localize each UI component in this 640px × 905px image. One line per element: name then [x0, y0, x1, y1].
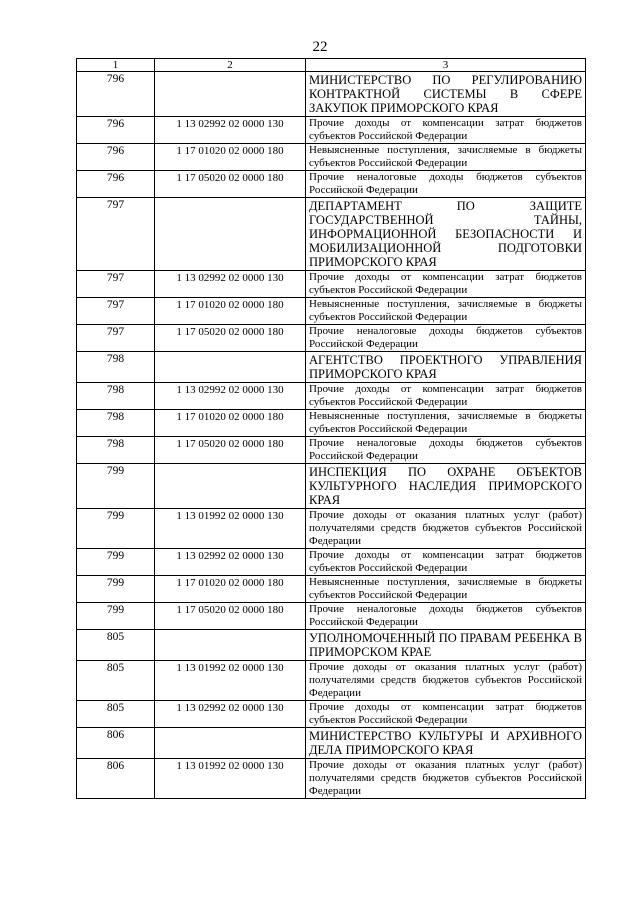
budget-classification-code-cell: 1 13 01992 02 0000 130	[155, 509, 306, 549]
administrator-code-cell: 805	[77, 661, 155, 701]
revenue-name-cell: Прочие доходы от оказания платных услуг (работ) получателями средств бюджетов субъектов Российской Федерации	[306, 509, 586, 549]
revenue-name-cell: Прочие неналоговые доходы бюджетов субъектов Российской Федерации	[306, 437, 586, 464]
page-number: 22	[312, 39, 328, 55]
administrator-code-cell: 805	[77, 701, 155, 728]
table-row	[77, 603, 586, 630]
table-row	[77, 464, 586, 509]
administrator-code-cell: 796	[77, 144, 155, 171]
administrator-name-cell: МИНИСТЕРСТВО КУЛЬТУРЫ И АРХИВНОГО ДЕЛА ПРИМОРСКОГО КРАЯ	[306, 728, 586, 759]
table-row	[77, 549, 586, 576]
budget-classification-code-cell: 1 13 01992 02 0000 130	[155, 759, 306, 799]
table-row	[77, 728, 586, 759]
table-row	[77, 352, 586, 383]
table-row	[77, 298, 586, 325]
revenue-name-cell: Невыясненные поступления, зачисляемые в бюджеты субъектов Российской Федерации	[306, 298, 586, 325]
administrator-code-cell: 799	[77, 576, 155, 603]
revenue-name-cell: Прочие доходы от оказания платных услуг (работ) получателями средств бюджетов субъектов Российской Федерации	[306, 661, 586, 701]
administrator-code-cell: 798	[77, 383, 155, 410]
table-row	[77, 198, 586, 271]
administrator-code-cell: 797	[77, 198, 155, 271]
table-row	[77, 701, 586, 728]
budget-classification-code-cell: 1 17 01020 02 0000 180	[155, 144, 306, 171]
budget-classification-code-cell	[155, 464, 306, 509]
administrator-code-cell: 806	[77, 728, 155, 759]
budget-classification-code-cell: 1 17 01020 02 0000 180	[155, 576, 306, 603]
table-row	[77, 144, 586, 171]
table-row	[77, 325, 586, 352]
table-row	[77, 759, 586, 799]
revenue-name-cell: Прочие неналоговые доходы бюджетов субъектов Российской Федерации	[306, 325, 586, 352]
table-row	[77, 437, 586, 464]
table-row	[77, 117, 586, 144]
budget-classification-code-cell: 1 13 02992 02 0000 130	[155, 383, 306, 410]
administrator-code-cell: 799	[77, 603, 155, 630]
administrator-code-cell: 806	[77, 759, 155, 799]
budget-classification-code-cell	[155, 728, 306, 759]
table-row	[77, 171, 586, 198]
revenue-name-cell: Прочие доходы от компенсации затрат бюджетов субъектов Российской Федерации	[306, 701, 586, 728]
table-header-row	[77, 59, 586, 72]
administrator-name-cell: УПОЛНОМОЧЕННЫЙ ПО ПРАВАМ РЕБЕНКА В ПРИМОРСКОМ КРАЕ	[306, 630, 586, 661]
administrator-code-cell: 798	[77, 352, 155, 383]
budget-classification-code-cell: 1 17 05020 02 0000 180	[155, 603, 306, 630]
budget-classification-code-cell: 1 13 02992 02 0000 130	[155, 549, 306, 576]
revenue-name-cell: Прочие доходы от компенсации затрат бюджетов субъектов Российской Федерации	[306, 383, 586, 410]
revenue-name-cell: Невыясненные поступления, зачисляемые в бюджеты субъектов Российской Федерации	[306, 144, 586, 171]
column-header-1: 1	[77, 59, 155, 72]
budget-classification-code-cell	[155, 72, 306, 117]
budget-classification-code-cell: 1 13 01992 02 0000 130	[155, 661, 306, 701]
administrator-code-cell: 799	[77, 509, 155, 549]
revenue-name-cell: Прочие доходы от компенсации затрат бюджетов субъектов Российской Федерации	[306, 117, 586, 144]
revenue-name-cell: Невыясненные поступления, зачисляемые в бюджеты субъектов Российской Федерации	[306, 576, 586, 603]
table-row	[77, 271, 586, 298]
administrator-code-cell: 798	[77, 437, 155, 464]
table-row	[77, 72, 586, 117]
revenue-name-cell: Прочие неналоговые доходы бюджетов субъектов Российской Федерации	[306, 171, 586, 198]
revenue-name-cell: Прочие доходы от оказания платных услуг (работ) получателями средств бюджетов субъектов Российской Федерации	[306, 759, 586, 799]
administrator-code-cell: 797	[77, 325, 155, 352]
budget-classification-code-cell: 1 17 05020 02 0000 180	[155, 325, 306, 352]
revenue-name-cell: Прочие доходы от компенсации затрат бюджетов субъектов Российской Федерации	[306, 549, 586, 576]
budget-classification-code-cell: 1 17 01020 02 0000 180	[155, 298, 306, 325]
administrator-name-cell: МИНИСТЕРСТВО ПО РЕГУЛИРОВАНИЮ КОНТРАКТНОЙ СИСТЕМЫ В СФЕРЕ ЗАКУПОК ПРИМОРСКОГО КРАЯ	[306, 72, 586, 117]
administrator-code-cell: 799	[77, 549, 155, 576]
administrator-code-cell: 796	[77, 171, 155, 198]
budget-classification-code-cell	[155, 352, 306, 383]
administrator-name-cell: АГЕНТСТВО ПРОЕКТНОГО УПРАВЛЕНИЯ ПРИМОРСКОГО КРАЯ	[306, 352, 586, 383]
revenue-name-cell: Прочие неналоговые доходы бюджетов субъектов Российской Федерации	[306, 603, 586, 630]
table-row	[77, 410, 586, 437]
budget-classification-code-cell: 1 13 02992 02 0000 130	[155, 271, 306, 298]
budget-classification-code-cell	[155, 630, 306, 661]
administrator-code-cell: 799	[77, 464, 155, 509]
administrator-code-cell: 796	[77, 72, 155, 117]
table-row	[77, 383, 586, 410]
column-header-3: 3	[306, 59, 586, 72]
revenue-name-cell: Прочие доходы от компенсации затрат бюджетов субъектов Российской Федерации	[306, 271, 586, 298]
administrator-code-cell: 798	[77, 410, 155, 437]
budget-classification-code-cell: 1 13 02992 02 0000 130	[155, 701, 306, 728]
budget-classification-code-cell: 1 17 05020 02 0000 180	[155, 171, 306, 198]
table-row	[77, 630, 586, 661]
budget-classification-table	[76, 58, 586, 799]
table-row	[77, 576, 586, 603]
revenue-name-cell: Невыясненные поступления, зачисляемые в бюджеты субъектов Российской Федерации	[306, 410, 586, 437]
administrator-code-cell: 797	[77, 298, 155, 325]
table-row	[77, 509, 586, 549]
budget-classification-code-cell: 1 17 01020 02 0000 180	[155, 410, 306, 437]
administrator-code-cell: 797	[77, 271, 155, 298]
budget-classification-code-cell: 1 17 05020 02 0000 180	[155, 437, 306, 464]
column-header-2: 2	[155, 59, 306, 72]
table-row	[77, 661, 586, 701]
budget-classification-code-cell	[155, 198, 306, 271]
budget-classification-code-cell: 1 13 02992 02 0000 130	[155, 117, 306, 144]
administrator-code-cell: 805	[77, 630, 155, 661]
administrator-code-cell: 796	[77, 117, 155, 144]
administrator-name-cell: ИНСПЕКЦИЯ ПО ОХРАНЕ ОБЪЕКТОВ КУЛЬТУРНОГО НАСЛЕДИЯ ПРИМОРСКОГО КРАЯ	[306, 464, 586, 509]
administrator-name-cell: ДЕПАРТАМЕНТ ПО ЗАЩИТЕ ГОСУДАРСТВЕННОЙ ТАЙНЫ, ИНФОРМАЦИОННОЙ БЕЗОПАСНОСТИ И МОБИЛИЗАЦИОННОЙ ПОДГОТОВКИ ПРИМОРСКОГО КРАЯ	[306, 198, 586, 271]
